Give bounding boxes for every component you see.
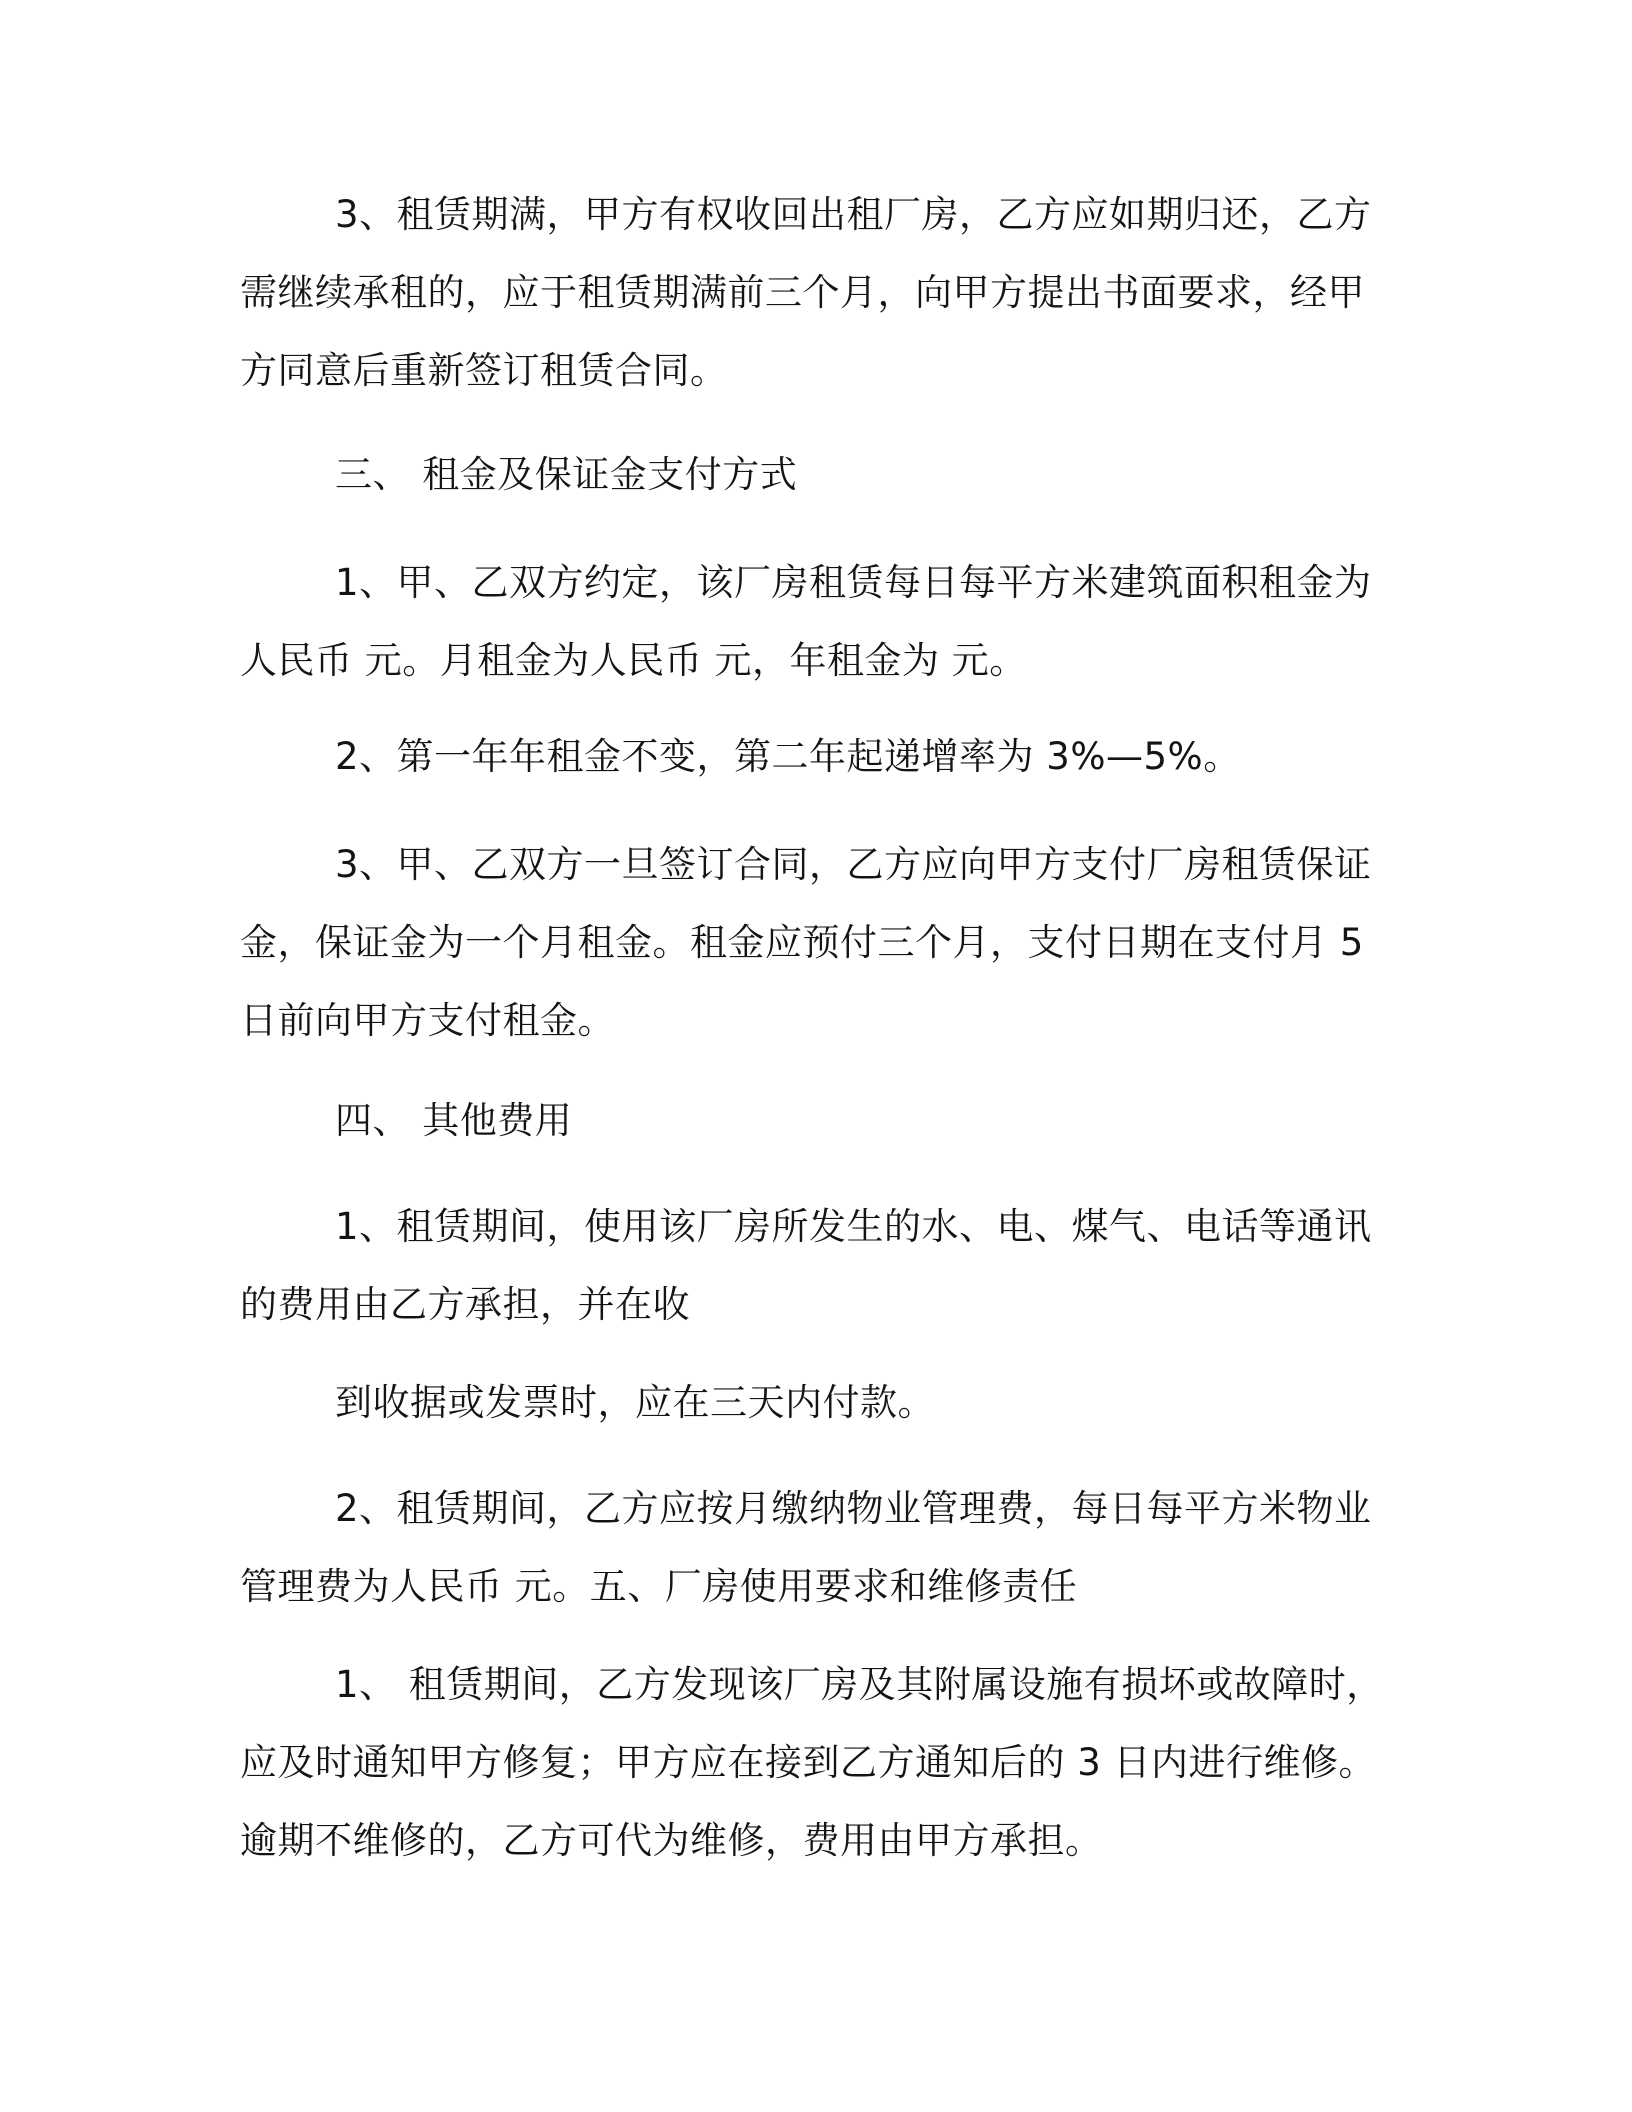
section-heading-rent-deposit [240,436,1360,514]
text-line: 2、第一年年租金不变，第二年起递增率为 3%—5%。 [335,735,1241,778]
text-line: 人民币 元。月租金为人民币 元，年租金为 元。 [240,639,1027,682]
text-line: 需继续承租的，应于租赁期满前三个月，向甲方提出书面要求，经甲 [240,271,1365,314]
text-line: 3、租赁期满，甲方有权收回出租厂房，乙方应如期归还，乙方 [335,193,1372,236]
text-line: 管理费为人民币 元。五、厂房使用要求和维修责任 [240,1565,1078,1608]
paragraph-management-fee [240,1470,1372,1626]
text-line: 的费用由乙方承担，并在收 [240,1283,690,1326]
text-line: 2、租赁期间，乙方应按月缴纳物业管理费，每日每平方米物业 [335,1487,1372,1530]
paragraph-lease-expiry [240,176,1372,410]
paragraph-deposit [240,826,1372,1060]
heading-line: 四、 其他费用 [335,1099,573,1142]
text-line: 金，保证金为一个月租金。租金应预付三个月，支付日期在支付月 5 [240,921,1364,964]
paragraph-utility-fees [240,1188,1372,1344]
text-line: 应及时通知甲方修复；甲方应在接到乙方通知后的 3 日内进行维修。 [240,1741,1377,1784]
paragraph-rent-increase [240,718,1360,796]
text-line: 方同意后重新签订租赁合同。 [240,349,728,392]
text-line: 1、 租赁期间，乙方发现该厂房及其附属设施有损坏或故障时， [335,1663,1384,1706]
heading-line: 三、 租金及保证金支付方式 [335,453,798,496]
text-line: 日前向甲方支付租金。 [240,999,615,1042]
text-line: 1、租赁期间，使用该厂房所发生的水、电、煤气、电话等通讯 [335,1205,1372,1248]
paragraph-payment-timing [240,1364,1360,1442]
paragraph-repair-responsibility [240,1646,1384,1880]
text-line: 1、甲、乙双方约定，该厂房租赁每日每平方米建筑面积租金为 [335,561,1372,604]
text-line: 3、甲、乙双方一旦签订合同，乙方应向甲方支付厂房租赁保证 [335,843,1372,886]
section-heading-other-fees [240,1082,1360,1160]
text-line: 逾期不维修的，乙方可代为维修，费用由甲方承担。 [240,1819,1103,1862]
text-line: 到收据或发票时，应在三天内付款。 [335,1381,935,1424]
paragraph-rent-amount [240,544,1372,700]
